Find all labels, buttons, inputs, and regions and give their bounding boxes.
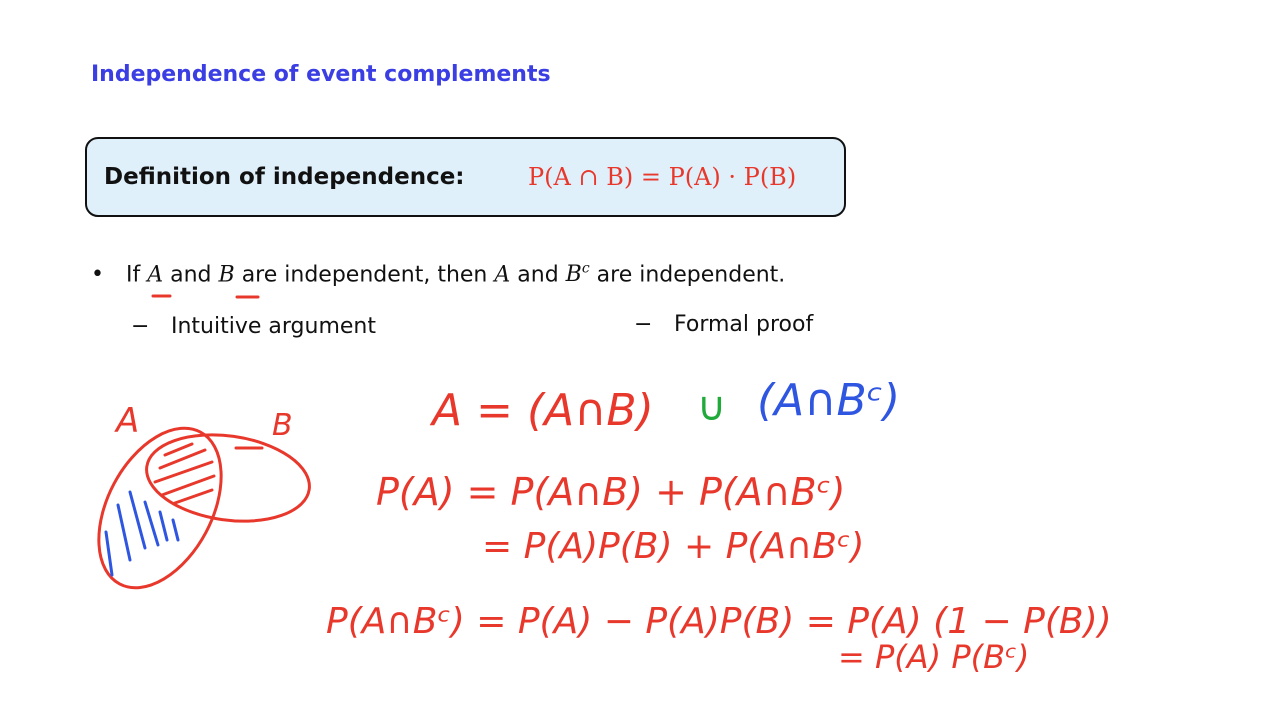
bullet-independence-complement: • If A and B are independent, then A and $B^c$ are independent. [91, 261, 786, 288]
eq-line1-rhs: (A∩Bᶜ) [757, 375, 901, 426]
event-a: A [147, 262, 164, 288]
venn-diagram [74, 401, 315, 608]
eq-line5: = P(A) P(Bᶜ) [838, 638, 1030, 676]
eq-line1-union: ∪ [697, 384, 727, 430]
definition-formula: P(A ∩ B) = P(A) · P(B) [528, 163, 797, 191]
eq-line3: = P(A)P(B) + P(A∩Bᶜ) [482, 526, 865, 567]
definition-label: Definition of independence: [104, 164, 465, 190]
sub-item-intuitive: − Intuitive argument [131, 314, 376, 339]
sub-item-formal-proof: − Formal proof [634, 312, 814, 337]
event-b-complement: $B^c$ [565, 261, 590, 288]
bullet-dot-icon: • [91, 262, 104, 288]
slide-title: Independence of event complements [91, 62, 551, 87]
venn-label-b: B [272, 408, 293, 443]
handwritten-derivation [326, 375, 1112, 676]
intersection-hatching [155, 444, 214, 503]
event-b: B [218, 262, 235, 288]
venn-set-a [74, 408, 247, 609]
a-only-hatching [106, 492, 178, 575]
eq-line1-lhs: A = (A∩B) [432, 385, 654, 436]
venn-label-a: A [116, 401, 140, 441]
eq-line4: P(A∩Bᶜ) = P(A) − P(A)P(B) = P(A) (1 − P(B)) [326, 601, 1112, 642]
eq-line2: P(A) = P(A∩B) + P(A∩Bᶜ) [376, 470, 846, 514]
